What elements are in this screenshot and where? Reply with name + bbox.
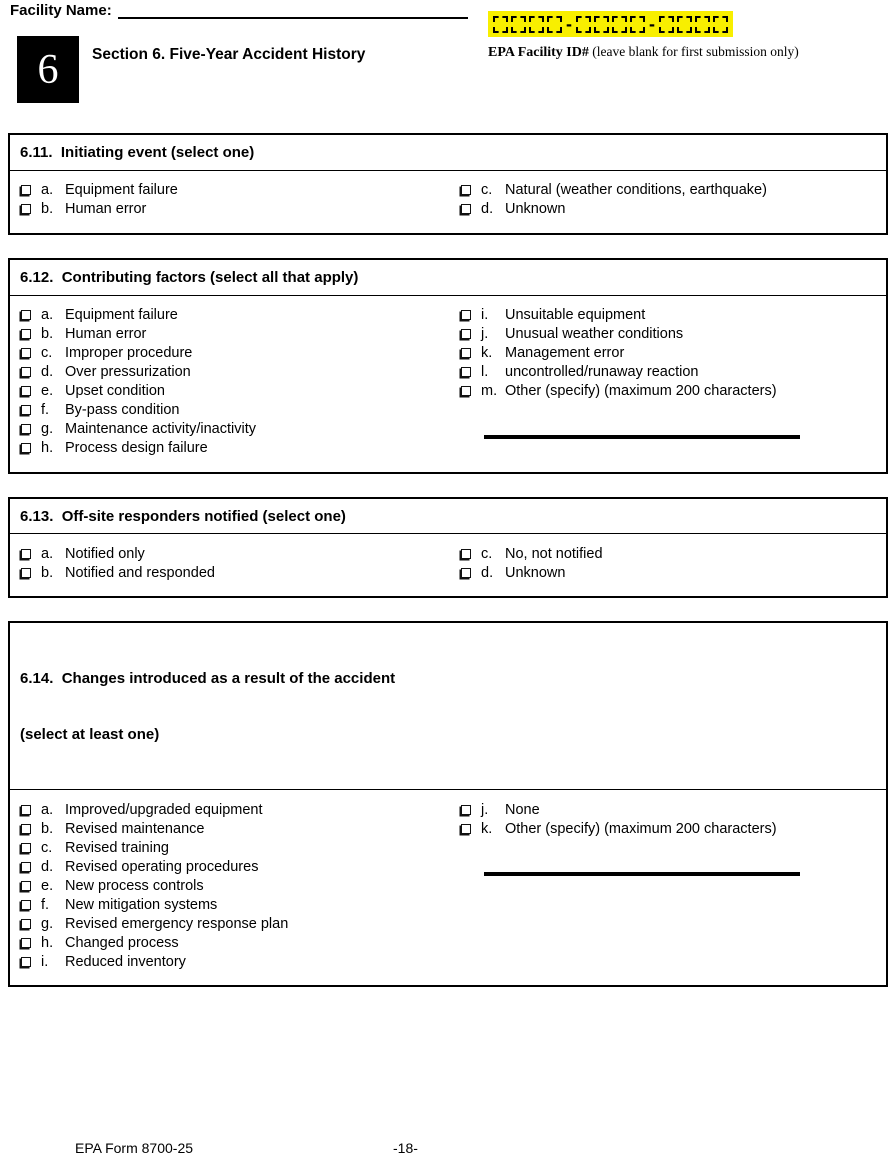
option-label: Improper procedure bbox=[65, 345, 193, 361]
checkbox-column-left bbox=[20, 181, 460, 219]
epa-id-boxes bbox=[488, 11, 733, 37]
other-specify-input-line[interactable] bbox=[484, 874, 800, 876]
epa-id-cell[interactable] bbox=[594, 16, 609, 33]
footer-form-number: EPA Form 8700-25 bbox=[75, 1140, 194, 1156]
epa-id-separator: - bbox=[566, 14, 572, 34]
option-letter: d. bbox=[481, 201, 494, 218]
checkbox[interactable] bbox=[21, 568, 31, 578]
checkbox-option bbox=[20, 952, 460, 971]
other-specify-lines bbox=[460, 435, 876, 439]
checkbox-option bbox=[20, 819, 460, 838]
checkbox-option bbox=[460, 181, 876, 200]
option-label: None bbox=[505, 801, 540, 818]
option-label: Management error bbox=[505, 345, 625, 361]
epa-id-note: (leave blank for first submission only) bbox=[588, 44, 799, 59]
facility-name-row bbox=[10, 2, 468, 19]
checkbox-column-right bbox=[460, 544, 876, 582]
section-6-14-heading-line2: (select at least one) bbox=[20, 726, 160, 743]
checkbox-option bbox=[20, 382, 460, 401]
option-letter: a. bbox=[41, 545, 54, 562]
checkbox-option bbox=[460, 200, 876, 219]
option-label: Over pressurization bbox=[65, 364, 191, 380]
option-letter: l. bbox=[481, 364, 489, 380]
option-label: Unusual weather conditions bbox=[505, 326, 684, 342]
option-letter: j. bbox=[481, 801, 489, 818]
section-6-13-heading: 6.13. Off-site responders notified (select one) bbox=[10, 499, 886, 535]
checkbox-option bbox=[20, 344, 460, 363]
option-label: Revised training bbox=[65, 839, 169, 856]
section-6-14-body bbox=[10, 790, 886, 985]
checkbox-option bbox=[460, 800, 876, 819]
epa-id-cell[interactable] bbox=[511, 16, 526, 33]
option-label: Process design failure bbox=[65, 440, 208, 456]
checkbox-option bbox=[20, 363, 460, 382]
checkbox[interactable] bbox=[21, 824, 31, 834]
checkbox[interactable] bbox=[461, 185, 471, 195]
checkbox-option bbox=[20, 857, 460, 876]
epa-id-group bbox=[659, 16, 728, 33]
checkbox-column-right bbox=[460, 306, 876, 458]
option-label: Reduced inventory bbox=[65, 953, 186, 970]
checkbox[interactable] bbox=[21, 900, 31, 910]
section-6-14 bbox=[8, 621, 888, 987]
option-letter: c. bbox=[481, 545, 493, 562]
option-letter: e. bbox=[41, 383, 54, 399]
checkbox[interactable] bbox=[461, 310, 471, 320]
epa-id-group bbox=[493, 16, 562, 33]
checkbox[interactable] bbox=[461, 549, 471, 559]
option-label: Equipment failure bbox=[65, 182, 178, 199]
checkbox-column-left bbox=[20, 800, 460, 971]
epa-id-label: EPA Facility ID# bbox=[488, 45, 589, 60]
checkbox-option bbox=[20, 325, 460, 344]
checkbox[interactable] bbox=[21, 938, 31, 948]
other-specify-input-line[interactable] bbox=[484, 437, 800, 439]
facility-name-label: Facility Name: bbox=[10, 2, 112, 19]
section-6-14-heading bbox=[10, 623, 886, 790]
option-label: Unknown bbox=[505, 201, 566, 218]
epa-id-separator: - bbox=[649, 14, 655, 34]
option-label: Human error bbox=[65, 326, 147, 342]
epa-id-cell[interactable] bbox=[576, 16, 591, 33]
checkbox[interactable] bbox=[21, 549, 31, 559]
option-letter: g. bbox=[41, 421, 54, 437]
other-specify-lines bbox=[460, 872, 876, 876]
option-label: Revised maintenance bbox=[65, 820, 205, 837]
option-label: Other (specify) (maximum 200 characters) bbox=[505, 383, 777, 399]
checkbox[interactable] bbox=[461, 367, 471, 377]
checkbox-option bbox=[20, 876, 460, 895]
checkbox[interactable] bbox=[21, 424, 31, 434]
checkbox-option bbox=[20, 895, 460, 914]
checkbox[interactable] bbox=[461, 204, 471, 214]
epa-id-cell[interactable] bbox=[713, 16, 728, 33]
checkbox-option bbox=[20, 933, 460, 952]
checkbox-option bbox=[20, 439, 460, 458]
checkbox-list bbox=[460, 800, 876, 838]
checkbox-column-right bbox=[460, 800, 876, 971]
epa-id-cell[interactable] bbox=[695, 16, 710, 33]
checkbox[interactable] bbox=[461, 348, 471, 358]
section-number-badge: 6 bbox=[17, 36, 79, 103]
option-letter: i. bbox=[41, 953, 49, 970]
checkbox-option bbox=[460, 819, 876, 838]
option-letter: a. bbox=[41, 182, 54, 199]
option-letter: h. bbox=[41, 934, 54, 951]
checkbox[interactable] bbox=[461, 568, 471, 578]
checkbox[interactable] bbox=[21, 443, 31, 453]
checkbox-option bbox=[20, 306, 460, 325]
checkbox[interactable] bbox=[21, 805, 31, 815]
epa-id-cell[interactable] bbox=[529, 16, 544, 33]
option-letter: f. bbox=[41, 402, 50, 418]
section-6-12-body bbox=[10, 296, 886, 472]
option-label: Unsuitable equipment bbox=[505, 307, 646, 323]
option-letter: d. bbox=[41, 858, 54, 875]
option-letter: d. bbox=[41, 364, 54, 380]
checkbox[interactable] bbox=[461, 805, 471, 815]
option-label: Human error bbox=[65, 201, 147, 218]
checkbox-option bbox=[20, 420, 460, 439]
checkbox[interactable] bbox=[21, 957, 31, 967]
checkbox[interactable] bbox=[21, 405, 31, 415]
section-6-14-heading-line1: 6.14. Changes introduced as a result of the accident bbox=[20, 669, 396, 687]
option-label: Other (specify) (maximum 200 characters) bbox=[505, 820, 777, 837]
checkbox[interactable] bbox=[21, 386, 31, 396]
option-letter: c. bbox=[41, 345, 53, 361]
section-6-11-heading: 6.11. Initiating event (select one) bbox=[10, 135, 886, 171]
checkbox-column-right bbox=[460, 181, 876, 219]
checkbox-option bbox=[460, 325, 876, 344]
page-header bbox=[0, 0, 896, 133]
checkbox-option bbox=[20, 181, 460, 200]
option-label: Equipment failure bbox=[65, 307, 178, 323]
section-6-12 bbox=[8, 258, 888, 474]
checkbox-column-left bbox=[20, 544, 460, 582]
checkbox-list bbox=[460, 306, 876, 401]
checkbox[interactable] bbox=[21, 310, 31, 320]
epa-id-cell[interactable] bbox=[612, 16, 627, 33]
option-letter: j. bbox=[481, 326, 489, 342]
checkbox[interactable] bbox=[21, 348, 31, 358]
option-letter: e. bbox=[41, 877, 54, 894]
option-letter: m. bbox=[481, 383, 498, 399]
section-6-13 bbox=[8, 497, 888, 599]
option-label: No, not notified bbox=[505, 545, 603, 562]
checkbox[interactable] bbox=[21, 919, 31, 929]
option-label: Revised emergency response plan bbox=[65, 915, 289, 932]
option-letter: k. bbox=[481, 820, 493, 837]
epa-id-cell[interactable] bbox=[630, 16, 645, 33]
option-letter: b. bbox=[41, 201, 54, 218]
section-6-13-body bbox=[10, 534, 886, 596]
option-letter: b. bbox=[41, 820, 54, 837]
checkbox-option bbox=[20, 563, 460, 582]
option-label: New mitigation systems bbox=[65, 896, 218, 913]
checkbox-option bbox=[460, 382, 876, 401]
epa-id-cell[interactable] bbox=[677, 16, 692, 33]
option-letter: k. bbox=[481, 345, 493, 361]
epa-id-cell[interactable] bbox=[547, 16, 562, 33]
epa-id-block bbox=[488, 11, 890, 61]
checkbox[interactable] bbox=[461, 329, 471, 339]
checkbox[interactable] bbox=[21, 862, 31, 872]
option-letter: g. bbox=[41, 915, 54, 932]
epa-id-cell[interactable] bbox=[659, 16, 674, 33]
option-letter: h. bbox=[41, 440, 54, 456]
facility-name-input-line[interactable] bbox=[118, 4, 468, 19]
checkbox[interactable] bbox=[21, 843, 31, 853]
checkbox-column-left bbox=[20, 306, 460, 458]
option-letter: b. bbox=[41, 326, 54, 342]
option-label: Revised operating procedures bbox=[65, 858, 259, 875]
checkbox[interactable] bbox=[21, 204, 31, 214]
checkbox-option bbox=[460, 363, 876, 382]
checkbox-option bbox=[20, 914, 460, 933]
option-label: Unknown bbox=[505, 564, 566, 581]
option-letter: i. bbox=[481, 307, 489, 323]
option-label: By-pass condition bbox=[65, 402, 180, 418]
option-label: Natural (weather conditions, earthquake) bbox=[505, 182, 767, 199]
checkbox-option bbox=[20, 401, 460, 420]
option-label: Notified and responded bbox=[65, 564, 215, 581]
checkbox-option bbox=[20, 544, 460, 563]
checkbox-option bbox=[20, 800, 460, 819]
checkbox-option bbox=[460, 306, 876, 325]
checkbox[interactable] bbox=[461, 824, 471, 834]
option-label: Changed process bbox=[65, 934, 179, 951]
option-letter: c. bbox=[481, 182, 493, 199]
section-6-11-body bbox=[10, 171, 886, 233]
option-letter: a. bbox=[41, 801, 54, 818]
checkbox-option bbox=[20, 838, 460, 857]
option-letter: a. bbox=[41, 307, 54, 323]
checkbox-option bbox=[20, 200, 460, 219]
checkbox[interactable] bbox=[21, 367, 31, 377]
option-label: Upset condition bbox=[65, 383, 165, 399]
checkbox[interactable] bbox=[21, 881, 31, 891]
checkbox-option bbox=[460, 344, 876, 363]
epa-id-cell[interactable] bbox=[493, 16, 508, 33]
option-letter: d. bbox=[481, 564, 494, 581]
footer-page-number: -18- bbox=[393, 1140, 418, 1156]
option-label: uncontrolled/runaway reaction bbox=[505, 364, 699, 380]
checkbox-option bbox=[460, 544, 876, 563]
option-label: Notified only bbox=[65, 545, 145, 562]
option-letter: c. bbox=[41, 839, 53, 856]
option-label: Maintenance activity/inactivity bbox=[65, 421, 256, 437]
option-label: Improved/upgraded equipment bbox=[65, 801, 263, 818]
option-label: New process controls bbox=[65, 877, 204, 894]
option-letter: b. bbox=[41, 564, 54, 581]
checkbox-option bbox=[460, 563, 876, 582]
epa-id-caption bbox=[488, 44, 890, 61]
checkbox[interactable] bbox=[21, 185, 31, 195]
checkbox[interactable] bbox=[461, 386, 471, 396]
checkbox[interactable] bbox=[21, 329, 31, 339]
epa-id-group bbox=[576, 16, 645, 33]
section-6-12-heading: 6.12. Contributing factors (select all that apply) bbox=[10, 260, 886, 296]
section-title: Section 6. Five-Year Accident History bbox=[92, 46, 366, 63]
option-letter: f. bbox=[41, 896, 50, 913]
section-6-11 bbox=[8, 133, 888, 235]
